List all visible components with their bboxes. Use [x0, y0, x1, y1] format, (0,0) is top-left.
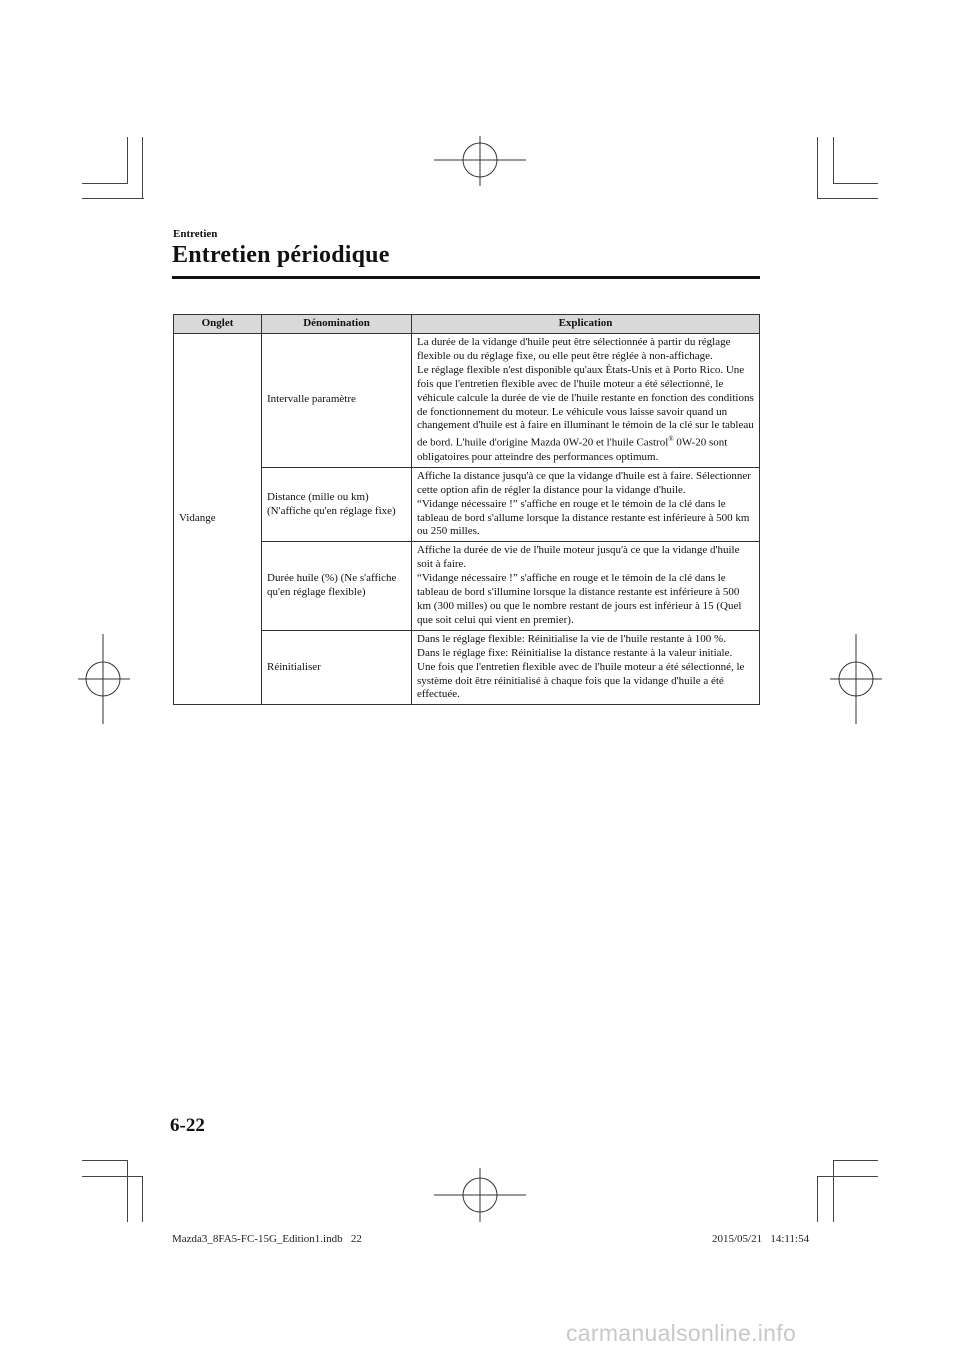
crop-mark — [817, 137, 818, 199]
explanation-paragraph: Une fois que l'entretien flexible avec de l'huile moteur a été sélectionné, le système doit être réinitialisé à chaque fois que la vidange d'huile a été effectuée. — [417, 660, 745, 701]
explanation-paragraph: “Vidange nécessaire !” s'affiche en rouge et le témoin de la clé dans le tableau de bord s'illumine lorsque la distance restante est inférieure à 500 km (300 milles) ou que le nombre restant de jours est inférieur à 15 (Quel que soit celui qui vient en premier). — [417, 572, 742, 626]
crop-mark — [127, 1160, 128, 1222]
table-row — [174, 542, 760, 630]
tab-cell: Vidange — [174, 334, 262, 705]
title-rule — [172, 276, 760, 279]
explanation-paragraph: Affiche la durée de vie de l'huile moteur jusqu'à ce que la vidange d'huile soit à faire. — [417, 544, 740, 571]
column-header-name: Dénomination — [262, 315, 412, 334]
crop-mark — [833, 1160, 834, 1222]
page-title: Entretien périodique — [172, 242, 390, 268]
column-header-tab: Onglet — [174, 315, 262, 334]
table-row — [174, 334, 760, 468]
explanation-paragraph: La durée de la vidange d'huile peut être sélectionnée à partir du réglage flexible ou du réglage fixe, ou elle peut être réglée à non-affichage. — [417, 336, 731, 362]
crop-mark — [142, 1176, 143, 1222]
crop-mark — [833, 137, 834, 183]
explanation-paragraph — [417, 364, 755, 465]
section-label: Entretien — [173, 228, 218, 240]
maintenance-table — [173, 314, 760, 705]
crop-mark — [833, 1160, 878, 1161]
explanation-paragraph: “Vidange nécessaire !” s'affiche en rouge et le témoin de la clé dans le tableau de bord s'allume lorsque la distance restante est inférieure à 500 km ou 250 milles. — [417, 497, 750, 538]
crop-mark — [82, 198, 144, 199]
name-cell: Distance (mille ou km) (N'affiche qu'en réglage fixe) — [262, 467, 412, 542]
crop-mark — [142, 137, 143, 199]
explanation-paragraph: Affiche la distance jusqu'à ce que la vidange d'huile est à faire. Sélectionner cette option afin de régler la distance pour la vidange d'huile. — [417, 469, 751, 496]
crop-mark — [833, 183, 878, 184]
registration-mark-icon — [434, 1168, 526, 1222]
page-number: 6-22 — [170, 1115, 205, 1136]
crop-mark — [82, 183, 128, 184]
crop-mark — [817, 1176, 818, 1222]
watermark: carmanualsonline.info — [566, 1320, 797, 1346]
table-row — [174, 630, 760, 705]
table-header-row — [174, 315, 760, 334]
name-cell: Durée huile (%) (Ne s'affiche qu'en réglage flexible) — [262, 542, 412, 630]
name-cell: Réinitialiser — [262, 630, 412, 705]
print-timestamp: 2015/05/21 14:11:54 — [712, 1233, 810, 1245]
explanation-paragraph: Dans le réglage flexible: Réinitialise la vie de l'huile restante à 100 %. — [417, 632, 726, 645]
explanation-paragraph: Dans le réglage fixe: Réinitialise la distance restante à la valeur initiale. — [417, 646, 733, 659]
registration-mark-icon — [830, 634, 882, 724]
table-row — [174, 467, 760, 542]
crop-mark — [82, 1176, 143, 1177]
file-name: Mazda3_8FA5-FC-15G_Edition1.indb 22 — [172, 1233, 362, 1245]
crop-mark — [82, 1160, 128, 1161]
explanation-cell — [412, 334, 760, 468]
registration-mark-icon — [78, 634, 130, 724]
explanation-cell — [412, 630, 760, 705]
explanation-text: Le réglage flexible n'est disponible qu'aux États-Unis et à Porto Rico. Une fois que l'entretien flexible avec de l'huile moteur a été sélectionné, le véhicule calcule la durée de vie de l'huile restante en fonction des conditions de fonctionnement du moteur. Le véhicule vous laisse savoir quand un changement d'huile est à faire en illuminant le témoin de la clé sur le tableau de bord. L'huile d'origine Mazda 0W-20 et l'huile Castrol — [417, 363, 754, 449]
registered-mark: ® — [668, 435, 674, 444]
registration-mark-icon — [434, 136, 526, 186]
column-header-explanation: Explication — [412, 315, 760, 334]
crop-mark — [127, 137, 128, 183]
explanation-cell — [412, 467, 760, 542]
explanation-text: 0W-20 sont obligatoires pour atteindre des performances optimum. — [417, 437, 728, 463]
name-cell: Intervalle paramètre — [262, 334, 412, 468]
crop-mark — [817, 198, 878, 199]
crop-mark — [817, 1176, 878, 1177]
explanation-cell — [412, 542, 760, 630]
